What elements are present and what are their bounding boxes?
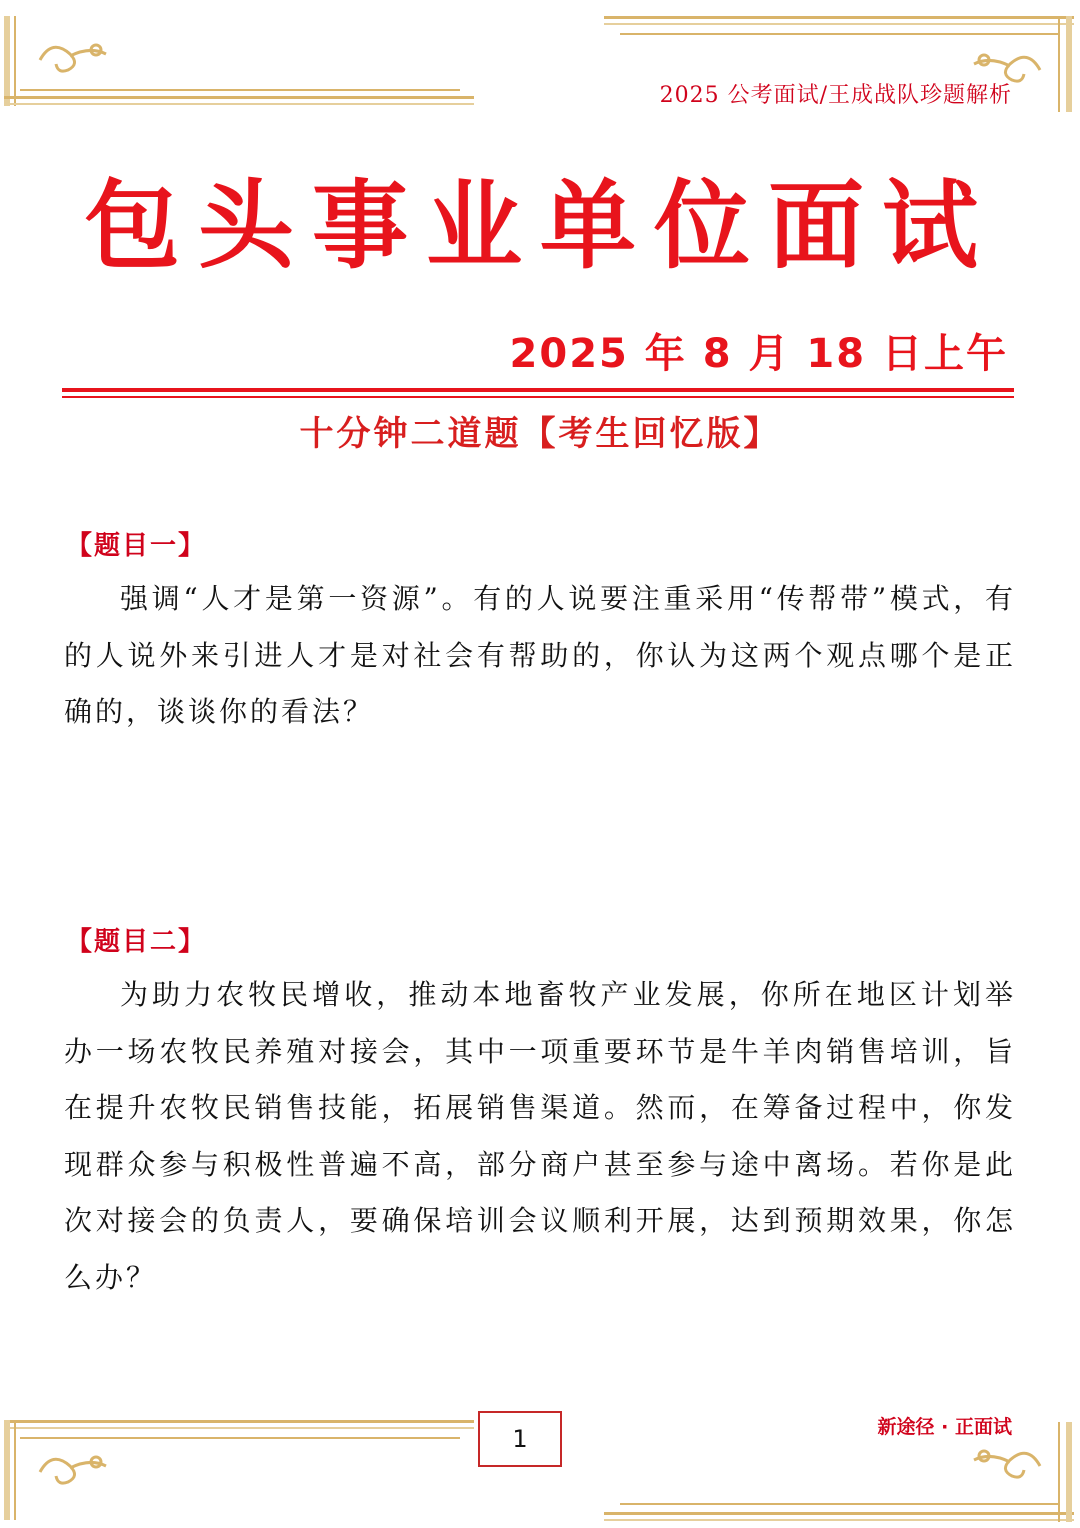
question-2-text: 为助力农牧民增收，推动本地畜牧产业发展，你所在地区计划举办一场农牧民养殖对接会，其中一项重要环节是牛羊肉销售培训，旨在提升农牧民销售技能，拓展销售渠道。然而，在筹备过程中，你发现群众参与积极性普遍不高，部分商户甚至参与途中离场。若你是此次对接会的负责人，要确保培训会议顺利开展，达到预期效果，你怎么办？ [64,978,1016,1294]
top-left-ornament [0,0,480,112]
title-divider-thin [62,396,1014,398]
title-divider-thick [62,388,1014,392]
series-header: 2025 公考面试/王成战队珍题解析 [659,83,1012,108]
exam-date: 2025 年 8 月 18 日上午 [509,331,1008,377]
question-1-label: 【题目一】 [66,531,207,561]
question-1-text: 强调“人才是第一资源”。有的人说要注重采用“传帮带”模式，有的人说外来引进人才是对社会有帮助的，你认为这两个观点哪个是正确的，谈谈你的看法？ [64,582,1016,728]
subtitle: 十分钟二道题【考生回忆版】 [299,414,781,454]
footer-brand: 新途径 · 正面试 [877,1416,1012,1438]
bottom-left-ornament [0,1416,480,1528]
page-title: 包头事业单位面试 [84,169,996,282]
question-2-label: 【题目二】 [66,927,207,957]
page-number-box [478,1411,562,1467]
page-number: 1 [512,1425,528,1453]
